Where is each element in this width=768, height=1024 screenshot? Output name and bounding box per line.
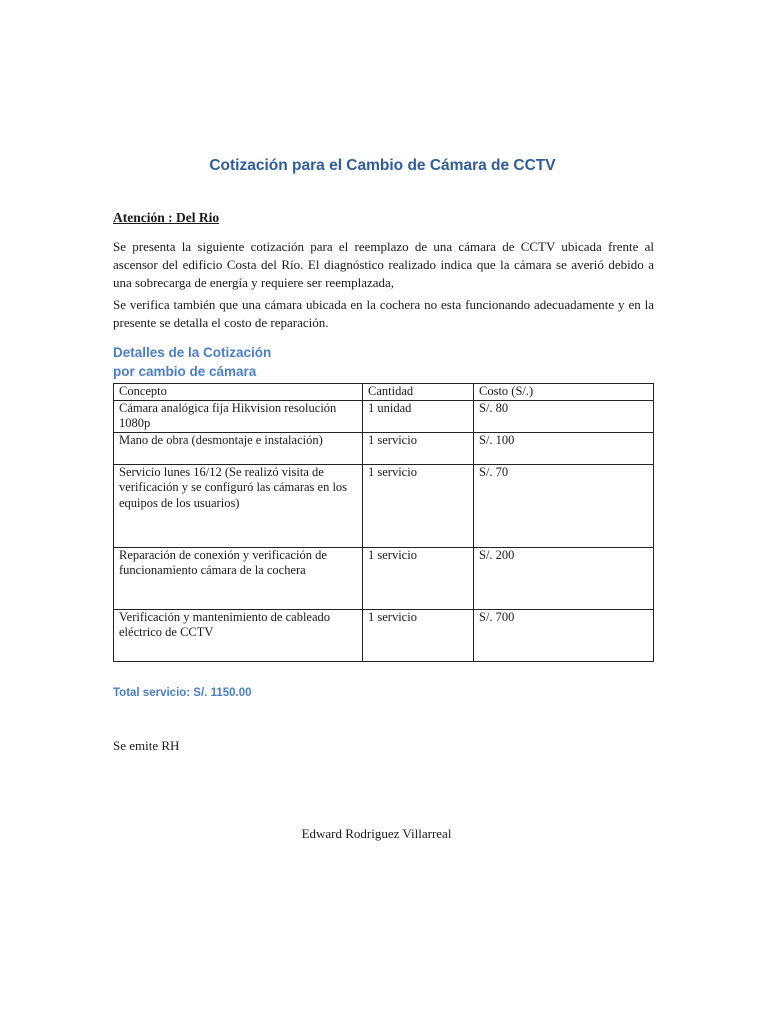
cell-costo: S/. 70 — [474, 464, 654, 547]
cell-cantidad: 1 servicio — [363, 432, 474, 464]
table-row — [114, 547, 654, 609]
section-heading — [113, 344, 271, 381]
section-heading-line-2: por cambio de cámara — [113, 363, 257, 379]
cell-concepto: Reparación de conexión y verificación de funcionamiento cámara de la cochera — [114, 547, 363, 609]
table-row — [114, 432, 654, 464]
cell-costo: S/. 80 — [474, 400, 654, 432]
attention-line: Atención : Del Rio — [113, 210, 220, 225]
table-header-row — [114, 384, 654, 401]
cell-concepto: Mano de obra (desmontaje e instalación) — [114, 432, 363, 464]
table-row — [114, 464, 654, 547]
cell-costo: S/. 100 — [474, 432, 654, 464]
intro-paragraph: Se presenta la siguiente cotización para el reemplazo de una cámara de CCTV ubicada frente al ascensor del edificio Costa del Río. El diagnóstico realizado indica que la cámara se averió debido a una sobrecarga de energía y requiere ser reemplazada, — [113, 239, 654, 290]
header-concepto: Concepto — [114, 384, 363, 401]
receipt-note: Se emite RH — [113, 738, 180, 753]
table-row — [114, 609, 654, 661]
cell-costo: S/. 200 — [474, 547, 654, 609]
header-costo: Costo (S/.) — [474, 384, 654, 401]
signature-name: Edward Rodriguez Villarreal — [301, 826, 452, 841]
cell-concepto: Verificación y mantenimiento de cableado eléctrico de CCTV — [114, 609, 363, 661]
document-title: Cotización para el Cambio de Cámara de CCTV — [209, 157, 556, 174]
cell-cantidad: 1 servicio — [363, 464, 474, 547]
total-amount: Total servicio: S/. 1150.00 — [113, 687, 252, 699]
cell-concepto: Servicio lunes 16/12 (Se realizó visita de verificación y se configuró las cámaras en los equipos de los usuarios) — [114, 464, 363, 547]
cochera-paragraph: Se verifica también que una cámara ubicada en la cochera no esta funcionando adecuadamente y en la presente se detalla el costo de reparación. — [113, 297, 654, 330]
quote-table — [113, 383, 654, 662]
cell-cantidad: 1 servicio — [363, 547, 474, 609]
cell-concepto: Cámara analógica fija Hikvision resolución 1080p — [114, 400, 363, 432]
cell-costo: S/. 700 — [474, 609, 654, 661]
header-cantidad: Cantidad — [363, 384, 474, 401]
section-heading-line-1: Detalles de la Cotización — [113, 345, 272, 360]
cell-cantidad: 1 unidad — [363, 400, 474, 432]
cell-cantidad: 1 servicio — [363, 609, 474, 661]
table-row — [114, 400, 654, 432]
